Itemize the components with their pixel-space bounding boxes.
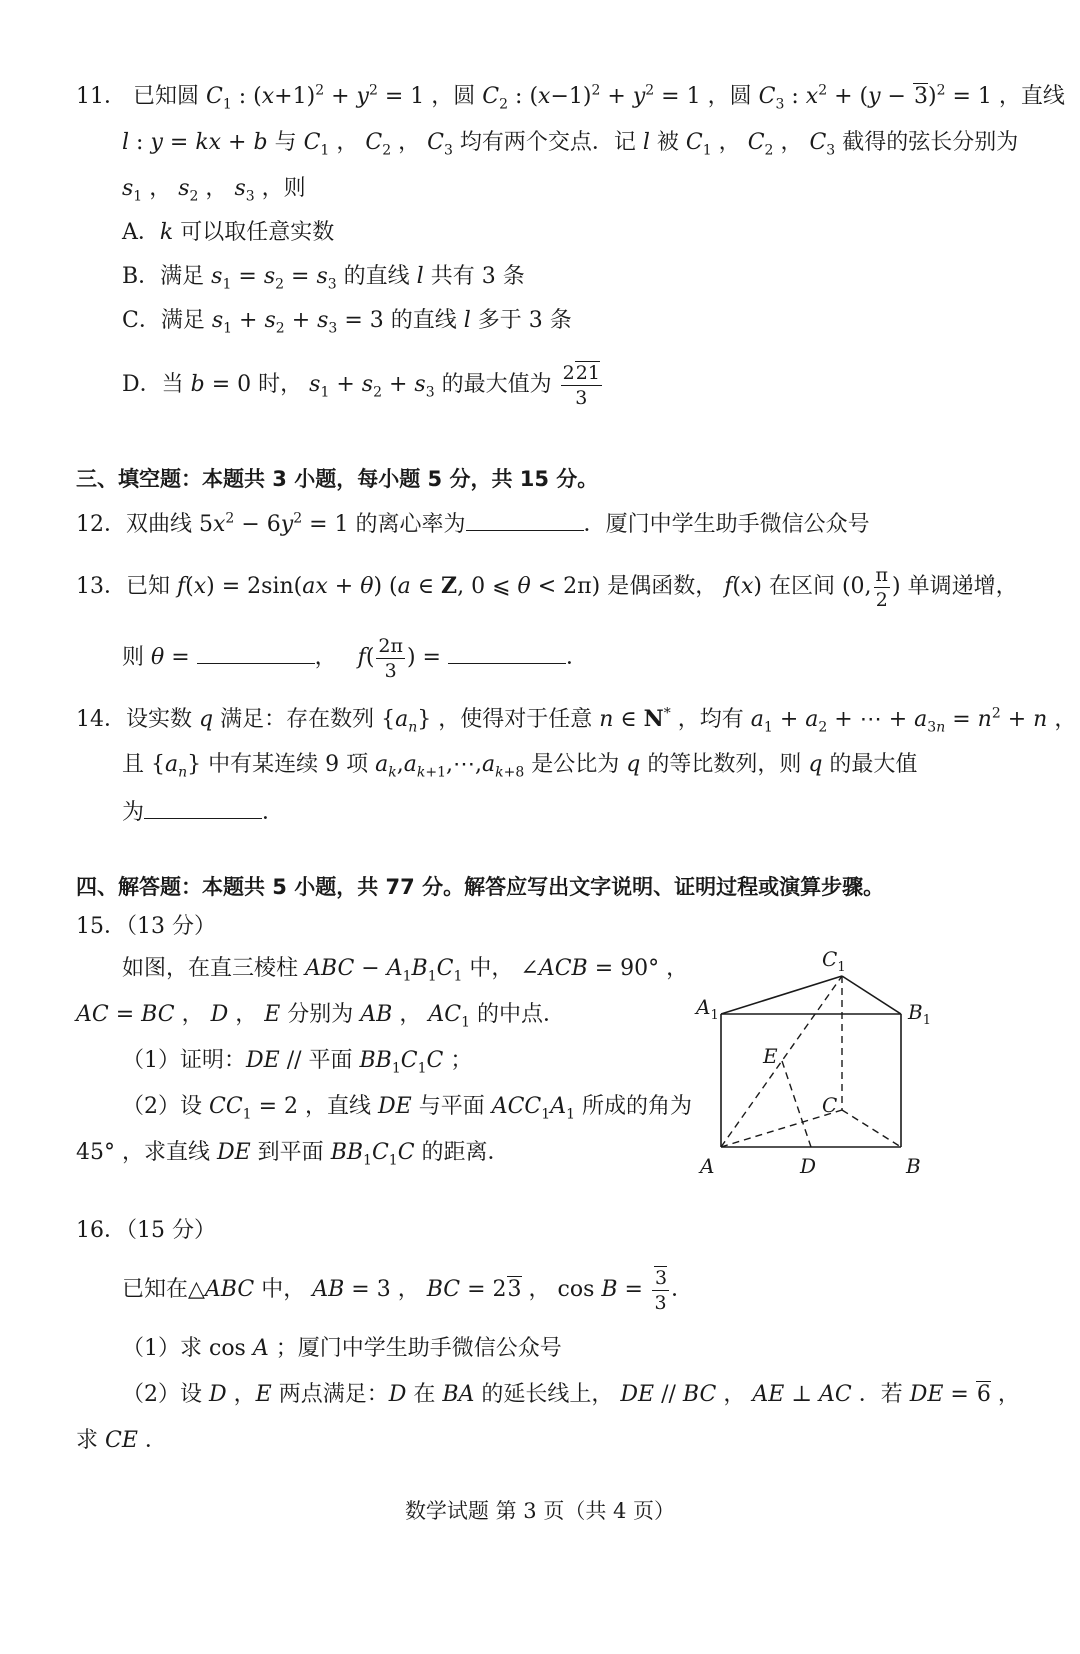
label-d: D: [800, 1154, 817, 1178]
q15-part-2-line-2: 45° ，求直线 DE 到平面 $BB_1C_1C$ 的距离．: [76, 1140, 510, 1169]
q11-option-a: A．k 可以取任意实数: [122, 220, 335, 245]
watermark-text: 厦门中学生助手微信公众号: [297, 1336, 562, 1361]
edge-a1-c1: [721, 976, 842, 1014]
q12-number: 12．: [76, 512, 126, 537]
q12: 12．双曲线 $5x^2 - 6y^2 = 1$ 的离心率为 ．厦门中学生助手微信公众号: [76, 508, 870, 540]
edge-c1-b1: [842, 976, 901, 1014]
label-e: E: [763, 1044, 778, 1068]
q16-part-1: （1）求 cos A ；厦门中学生助手微信公众号: [122, 1336, 562, 1361]
q11-option-d: D．当 b = 0 时， $s_1 + s_2 + s_3$ 的最大值为 $\frac{221}{3}$: [122, 361, 600, 409]
prism-figure: [690, 940, 950, 1190]
q14-line-1: 14．设实数 q 满足：存在数列 $\{a_n\}$ ，使得对于任意 n ∈ N* ，均有 $a_1 + a_2$ + ⋯ + $a_{3n} = n^2 + n$ ，: [76, 705, 1077, 736]
q15-line-1: 如图，在直三棱柱 ABC − $A_1B_1C_1$ 中， ∠ACB = 90° ，: [122, 956, 689, 985]
section-4-heading: 四、解答题：本题共 5 小题，共 77 分。解答应写出文字说明、证明过程或演算步骤。: [76, 875, 885, 899]
q15-header: [76, 912, 216, 942]
answer-blank: [448, 641, 566, 664]
q16-points: （15 分）: [126, 1218, 216, 1243]
q16-part-2-line-2: 求 CE ．: [76, 1428, 167, 1453]
q13-line-2: 则 θ = ， f( $\frac{2\pi}{3}$ ) = ．: [122, 634, 589, 682]
answer-blank: [466, 508, 584, 531]
q11-option-c: C．满足 $s_1 + s_2 + s_3 = 3$ 的直线 l 多于 3 条: [122, 308, 572, 337]
q11-option-b: B．满足 $s_1 = s_2 = s_3$ 的直线 l 共有 3 条: [122, 264, 525, 293]
q11-number: 11．: [76, 84, 126, 109]
watermark-text: 厦门中学生助手微信公众号: [605, 512, 870, 537]
q13-line-1: 13．已知 f(x) = 2sin(ax + θ) (a ∈ Z, 0 ⩽ θ < 2π) 是偶函数， f(x) 在区间 (0, $\frac{\pi}{2}$ ) 单调递增，: [76, 563, 1018, 611]
q15-line-2: AC = BC ， D ， E 分别为 AB ， $AC_1$ 的中点．: [76, 1002, 565, 1031]
q13-number: 13．: [76, 574, 126, 599]
label-c: C: [822, 1093, 838, 1117]
label-a: A: [700, 1154, 715, 1178]
page-footer: 数学试题 第 3 页（共 4 页）: [404, 1499, 676, 1523]
segment-d-e: [782, 1061, 811, 1147]
q16-number: 16．: [76, 1218, 126, 1243]
q15-part-2-line-1: （2）设 $CC_1 = 2$ ，直线 DE 与平面 $ACC_1A_1$ 所成的角为: [122, 1094, 692, 1123]
q16-line-1: 已知在△ABC 中， AB = 3 ， BC = 23 ， cos B = $\frac{3}{3}$ ．: [122, 1266, 694, 1314]
q11-line-2: l : y = kx + b 与 $C_1$ ， $C_2$ ， $C_3$ 均有两个交点．记 l 被 $C_1$ ， $C_2$ ， $C_3$ 截得的弦长分别为: [122, 130, 1019, 159]
answer-blank: [197, 641, 315, 664]
label-c1: $C_1$: [822, 947, 846, 975]
q15-points: （13 分）: [126, 914, 216, 939]
label-a1: $A_1$: [696, 995, 719, 1023]
q11-line-1: 11． 已知圆 $C_1$ : $(x+1)^2 + y^2 = 1$ ，圆 $C_2$ : $(x-1)^2 + y^2 = 1$ ，圆 $C_3$ : $x^2 + (y - 3)^2 = 1$ ，直线: [76, 82, 1065, 113]
answer-blank: [144, 796, 262, 819]
q16-header: [76, 1216, 216, 1246]
q16-part-2-line-1: （2）设 D ，E 两点满足：D 在 BA 的延长线上， DE // BC ， AE ⊥ AC ．若 DE = 6 ，: [122, 1382, 1020, 1407]
q15-number: 15．: [76, 914, 126, 939]
label-b: B: [906, 1154, 921, 1178]
q14-line-3: 为 ．: [122, 796, 284, 828]
q14-line-2: 且 $\{a_n\}$ 中有某连续 9 项 $a_k,a_{k+1},\cdots,a_{k+8}$ 是公比为 q 的等比数列，则 q 的最大值: [122, 752, 918, 781]
edge-c-b: [842, 1110, 901, 1147]
q15-part-1: （1）证明：DE // 平面 $BB_1C_1C$ ；: [122, 1048, 473, 1077]
fraction: $\frac{221}{3}$: [562, 361, 600, 409]
q14-number: 14．: [76, 707, 126, 732]
label-b1: $B_1$: [908, 1000, 931, 1028]
section-3-heading: 三、填空题：本题共 3 小题，每小题 5 分，共 15 分。: [76, 467, 599, 491]
q11-line-3: $s_1$ ， $s_2$ ， $s_3$ ，则: [122, 176, 306, 205]
